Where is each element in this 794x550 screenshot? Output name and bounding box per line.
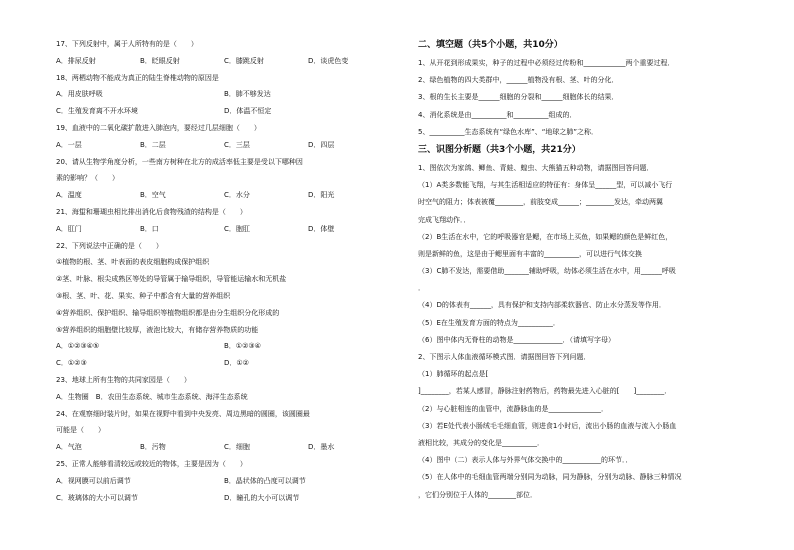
question-25-options-ab	[56, 477, 392, 485]
option-c: C．膝跳反射	[224, 56, 264, 65]
figure-line: （4）D的体表有______，具有保护和支持内部柔软器官、防止水分蒸发等作用．	[418, 301, 666, 310]
option-d: D．四层	[308, 140, 335, 149]
figure-line: （1）A类多数能飞翔，与其生活相适应的特征有：身体呈______型，可以减小飞行	[418, 181, 673, 190]
question-18-stem: 18、两栖动物不能成为真正的陆生脊椎动物的原因是	[56, 73, 219, 82]
figure-line: 1、图依次为家鸽、鲫鱼、青蛙、蝗虫、大熊猫五种动物，请据图回答问题．	[418, 163, 654, 172]
question-18-options-ab	[56, 90, 392, 98]
question-25-stem: 25、正常人能够看清较远或较近的物体，主要是因为（ ）	[56, 459, 247, 468]
option-d: D．体温不恒定	[224, 107, 272, 116]
figure-line: ]________，若某人感冒，静脉注射药物后，药物最先进入心脏的[ ]________．	[418, 387, 672, 396]
option-c: C．细胞	[224, 443, 250, 452]
figure-line: （3）若E处代表小肠绒毛毛细血管，则进食1小时后，流出小肠的血液与流入小肠血	[418, 421, 677, 430]
option-c: C．三层	[224, 140, 250, 149]
option-a: A．视网膜可以前后调节	[56, 476, 131, 485]
question-23-options: A．生物圈 B．农田生态系统、城市生态系统、海洋生态系统	[56, 392, 248, 401]
option-a: A．一层	[56, 140, 82, 149]
figure-line: （1）肺循环的起点是[	[418, 370, 489, 379]
right-column	[418, 40, 770, 508]
question-20-stem-cont: 素的影响？（ ）	[56, 174, 119, 183]
option-d: D．谈虎色变	[308, 56, 349, 65]
figure-line: 时空气的阻力；体表被覆________，前肢变成______；________发达，牵动两翼	[418, 198, 663, 207]
option-b: B．眨眼反射	[140, 56, 180, 65]
option-c: C．玻璃体的大小可以调节	[56, 493, 138, 502]
figure-line: （5）E在生殖发育方面的特点为__________．	[418, 318, 560, 327]
fill-question-5: 5、__________生态系统有“绿色水库”、“地球之肺”之称．	[418, 127, 598, 136]
option-a: A．温度	[56, 191, 82, 200]
option-d: D．墨水	[308, 443, 335, 452]
option-a: A．气泡	[56, 443, 82, 452]
option-b: B．肺不够发达	[224, 90, 271, 99]
question-24-stem-cont: 可能是（ ）	[56, 426, 105, 435]
question-22-options-ab	[56, 342, 392, 350]
figure-line: （3）C肺不发达，需要借助_______辅助呼吸，幼体必须生活在水中，用______呼吸	[418, 267, 676, 276]
question-22-item-2: ②茎、叶脉、根尖成熟区等处的导管属于输导组织，导管能运输水和无机盐	[56, 275, 287, 284]
option-b: B．污物	[140, 443, 166, 452]
figure-line: 完成飞翔动作．．	[418, 215, 471, 224]
option-c: C．生殖发育离不开水环境	[56, 107, 138, 116]
question-18-options-cd	[56, 107, 392, 115]
option-c: C．①②③	[56, 359, 87, 368]
question-21-options	[56, 225, 392, 233]
fill-question-1: 1、从开花到形成果实，种子的过程中必须经过传粉和____________两个重要过程．	[418, 59, 675, 67]
figure-line: （6）图中体内无脊柱的动物是______________．（请填写字母）	[418, 335, 615, 344]
option-d: D．①②	[224, 359, 249, 368]
option-b: B．晶状体的凸度可以调节	[224, 476, 306, 485]
question-22-item-1: ①植物的根、茎、叶表面的表皮细胞构成保护组织	[56, 258, 210, 267]
figure-line: ．	[418, 284, 425, 293]
left-column	[56, 40, 392, 510]
option-b: B．①②③④	[224, 342, 261, 351]
figure-line: （2）B生活在水中，它的呼吸器官是鳃，在市场上买鱼，如果鳃的颜色是鲜红色，	[418, 232, 673, 241]
option-a: A．用皮肤呼吸	[56, 90, 103, 99]
option-b: B．空气	[140, 191, 166, 200]
question-22-stem: 22、下列说法中正确的是（ ）	[56, 241, 163, 250]
figure-line: 2、下图示人体血液循环模式图．请据图回答下列问题．	[418, 353, 591, 361]
figure-line: （4）图中（二）表示人体与外界气体交换中的___________的环节．．	[418, 456, 633, 465]
question-19-options	[56, 141, 392, 149]
option-d: D．阳光	[308, 191, 335, 200]
question-21-stem: 21、海蜇和珊瑚虫相比排出消化后食物残渣的结构是（ ）	[56, 207, 247, 216]
question-23-stem: 23、地球上所有生物的共同家园是（ ）	[56, 375, 191, 384]
question-17-options	[56, 57, 392, 65]
option-c: C．胞肛	[224, 224, 250, 233]
question-17-stem: 17、下列反射中，属于人所特有的是（ ）	[56, 40, 198, 48]
figure-line: ，它们分别位于人体的________部位．	[418, 490, 537, 499]
figure-section-title: 三、识图分析题（共3个小题，共21分）	[418, 144, 581, 155]
figure-line: 则是新鲜的鱼，这是由于鳃里面有丰富的__________，可以进行气体交换	[418, 249, 642, 258]
option-b: B．二层	[140, 140, 166, 149]
question-24-options	[56, 443, 392, 451]
question-24-stem: 24、在观察细时装片时，如果在视野中看到中央发亮、周边黑暗的圆圈，该圆圈最	[56, 409, 310, 418]
option-a: A．①②③④⑤	[56, 342, 100, 351]
option-b: B．口	[140, 224, 159, 233]
figure-line: （2）与心脏相连的血管中，流静脉血的是_______________．	[418, 404, 608, 413]
figure-line: 液相比较，其成分的变化是__________．	[418, 438, 544, 447]
question-20-stem: 20、请从生物学角度分析，一些南方树种在北方的成活率低主要是受以下哪种因	[56, 157, 303, 166]
fill-question-3: 3、根的生长主要是______细胞的分裂和______细胞体长的结果．	[418, 93, 619, 102]
question-22-options-cd	[56, 359, 392, 367]
option-a: A．排尿反射	[56, 56, 96, 65]
option-d: D．体壁	[308, 224, 335, 233]
question-19-stem: 19、血液中的二氧化碳扩散进入肺泡内，要经过几层细胞（ ）	[56, 123, 261, 132]
fill-in-section-title: 二、填空题（共5个小题，共10分）	[418, 40, 563, 50]
fill-question-4: 4、消化系统是由__________和__________组成的．	[418, 110, 577, 119]
question-22-item-4: ④营养组织、保护组织、输导组织等植物组织都是由分生组织分化形成的	[56, 308, 280, 317]
question-22-item-3: ③根、茎、叶、花、果实、种子中都含有大量的营养组织	[56, 291, 231, 300]
question-20-options	[56, 191, 392, 199]
question-25-options-cd	[56, 494, 392, 502]
option-a: A．肛门	[56, 224, 82, 233]
question-22-item-5: ⑤营养组织的细胞壁比较厚，液泡比较大，有储存营养物质的功能	[56, 325, 259, 334]
fill-question-2: 2、绿色植物的四大类群中，______植物没有根、茎、叶的分化．	[418, 76, 619, 85]
option-d: D．瞳孔的大小可以调节	[224, 493, 300, 502]
figure-line: （5）在人体中的毛细血管两端分别同为动脉，同为静脉，分别为动脉、静脉三种情况	[418, 473, 682, 482]
option-c: C．水分	[224, 191, 250, 200]
